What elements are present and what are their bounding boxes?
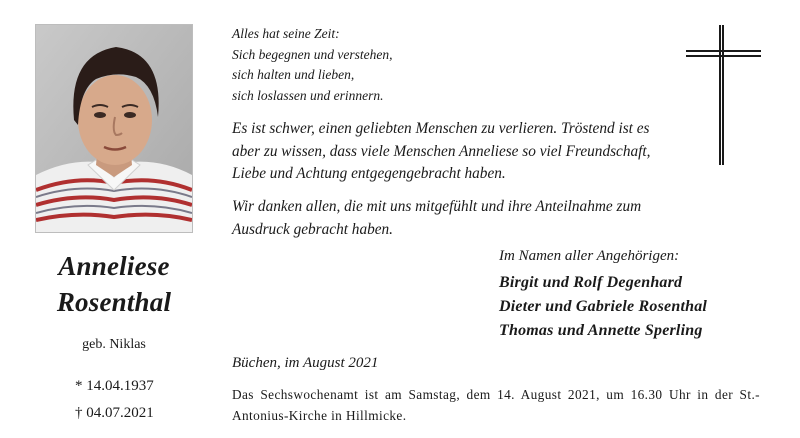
signer-name: Dieter und Gabriele Rosenthal: [499, 298, 708, 315]
cross-horizontal-bar: [686, 55, 761, 57]
place-date: Büchen, im August 2021: [232, 355, 379, 371]
deceased-last-name: Rosenthal: [56, 287, 172, 317]
poem-line: sich loslassen und erinnern.: [232, 87, 384, 103]
signer-name: Birgit und Rolf Degenhard: [499, 274, 683, 291]
cross-horizontal-bar: [686, 50, 761, 52]
cross-vertical-bar: [719, 25, 721, 165]
portrait-photo: [35, 24, 193, 233]
poem-line: Alles hat seine Zeit:: [232, 26, 340, 41]
birth-date: * 14.04.1937: [75, 378, 154, 394]
death-date: † 04.07.2021: [75, 405, 154, 421]
message-paragraph: Wir danken allen, die mit uns mitgefühlt und ihre Anteilnahme zum Ausdruck gebracht haben.: [232, 198, 642, 238]
deceased-first-name: Anneliese: [58, 251, 170, 281]
poem: [232, 24, 392, 106]
service-notice: Das Sechswochenamt ist am Samstag, dem 14. August 2021, um 16.30 Uhr in der St.-Antonius-Kirche in Hillmicke.: [232, 387, 760, 423]
signer-name: Thomas und Annette Sperling: [499, 322, 703, 339]
portrait-illustration: [36, 25, 192, 232]
poem-line: sich halten und lieben,: [232, 67, 355, 82]
message-paragraph: Es ist schwer, einen geliebten Menschen zu verlieren. Tröstend ist es aber zu wissen, dass viele Menschen Anneliese so viel Freundschaft, Liebe und Achtung entgegengebracht haben.: [232, 120, 651, 182]
signature-intro: Im Namen aller Angehörigen:: [499, 248, 680, 264]
poem-line: Sich begegnen und verstehen,: [232, 46, 393, 62]
birth-name: geb. Niklas: [82, 337, 146, 352]
